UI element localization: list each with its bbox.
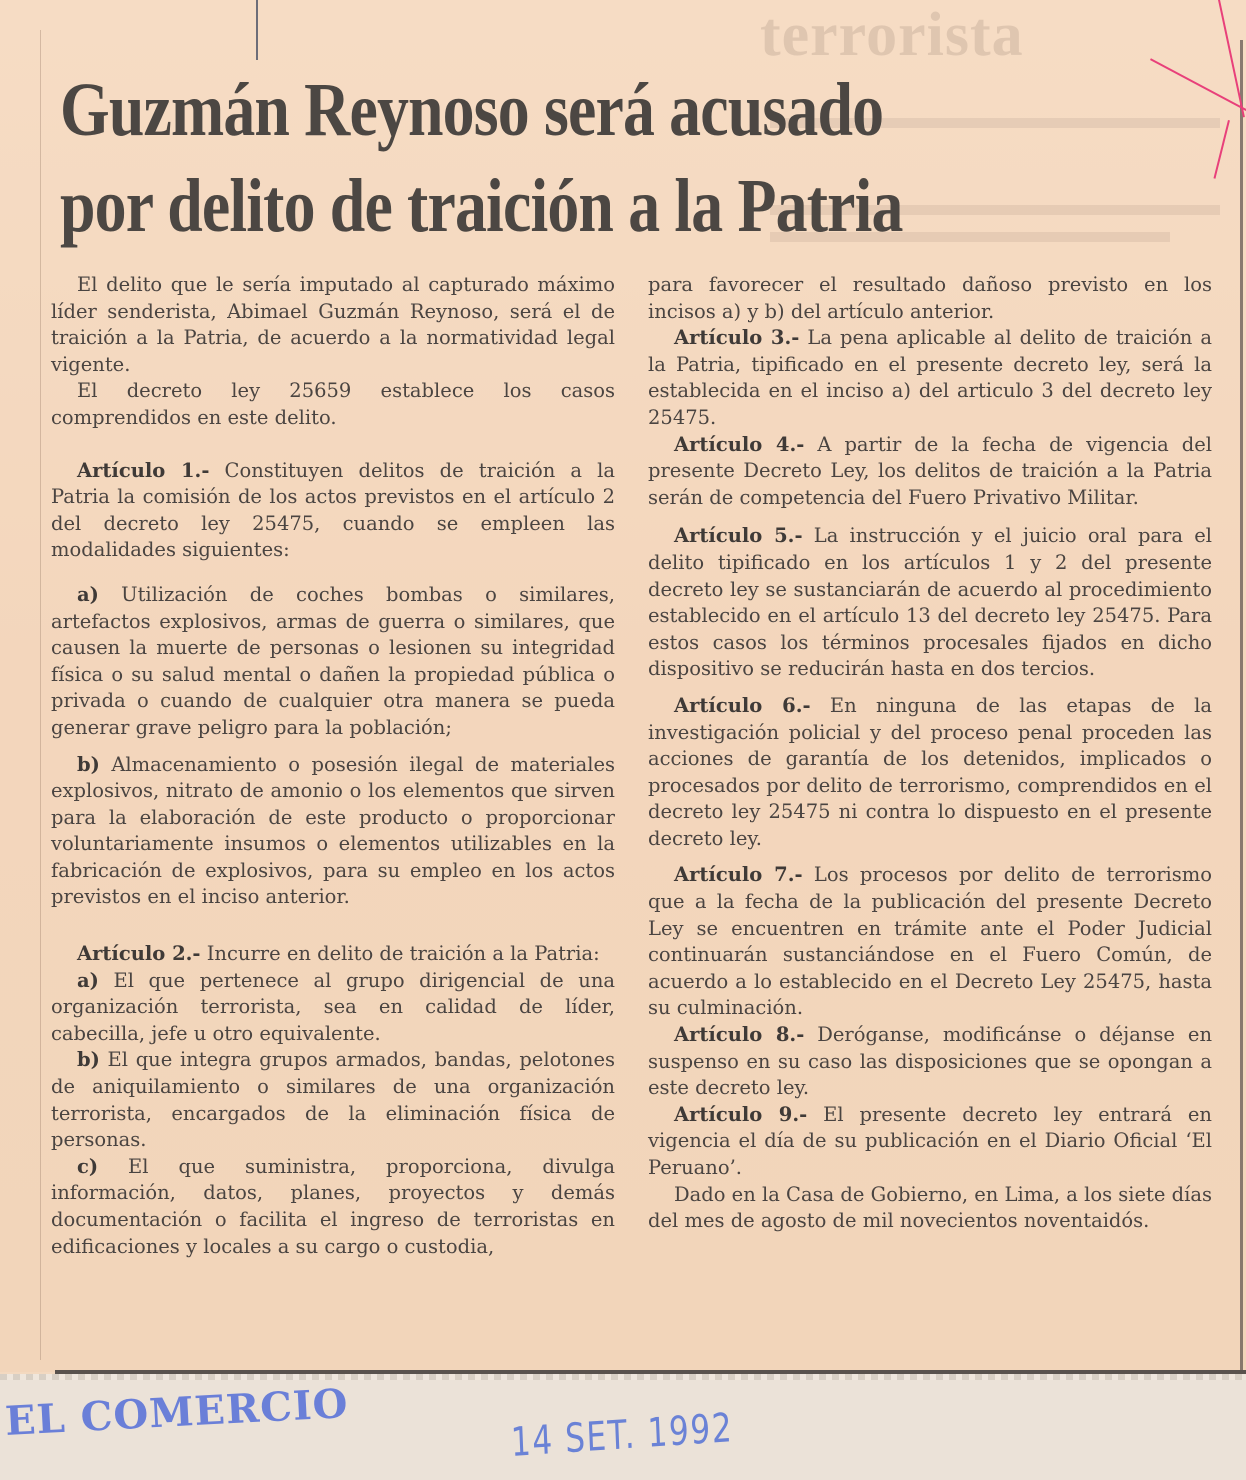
headline-line-2: por delito de traición a la Patria [60, 164, 903, 248]
article-2-item-a: a) El que pertenece al grupo dirigencial de una organización terrorista, sea en calidad de líder, cabecilla, jefe u otro equivalente. [51, 968, 615, 1045]
red-pen-mark [1213, 120, 1229, 179]
article-1-item-a: a) Utilización de coches bombas o similares, artefactos explosivos, armas de guerra o similares, que causen la muerte de personas o lesionen su integridad física o su salud mental o dañen la propiedad pública o privada o cuando de cualquier otra manera se pueda generar grave peligro para la población; [51, 582, 615, 739]
newspaper-stamp: EL COMERCIO [4, 1380, 350, 1445]
article-2-item-b: b) El que integra grupos armados, bandas, pelotones de aniquilamiento o similares de una organización terrorista, encargados de la eliminación física de personas. [51, 1048, 615, 1152]
article-8: Artículo 8.- Deróganse, modificánse o déjanse en suspenso en su caso las disposiciones que se opongan a este decreto ley. [648, 1023, 1213, 1100]
torn-edge [0, 1374, 1246, 1380]
article-1: Artículo 1.- Constituyen delitos de traición a la Patria la comisión de los actos previstos en el artículo 2 del decreto ley 25475, cuando se empleen las modalidades siguientes: [51, 458, 615, 562]
headline [60, 62, 1001, 254]
article-4: Artículo 4.- A partir de la fecha de vigencia del presente Decreto Ley, los delitos de traición a la Patria serán de competencia del Fuero Privativo Militar. [648, 432, 1212, 509]
article-7: Artículo 7.- Los procesos por delito de terrorismo que a la fecha de la publicación del presente Decreto Ley se encuentren en trámite ante el Poder Judicial continuarán sustanciándose en el Fuero Común, de acuerdo a lo establecido en el Decreto Ley 25475, hasta su culminación. [648, 863, 1213, 1020]
article-6: Artículo 6.- En ninguna de las etapas de la investigación policial y del proceso penal proceden las acciones de garantía de los detenidos, implicados o procesados por delito de terrorismo, comprendidos en el decreto ley 25475 ni contra lo dispuesto en el presente decreto ley. [648, 693, 1212, 850]
article-2-label: Artículo 2.- [77, 942, 201, 966]
bleed-through-title: terrorista [760, 1, 1024, 69]
article-2: Artículo 2.- Incurre en delito de traición a la Patria: [77, 942, 600, 966]
article-column-left [51, 272, 615, 1260]
headline-line-1: Guzmán Reynoso será acusado [60, 68, 884, 152]
intro-paragraph-2: El decreto ley 25659 establece los casos comprendidos en este delito. [51, 379, 615, 429]
date-stamp: 14 SET. 1992 [510, 1405, 735, 1466]
article-1-label: Artículo 1.- [77, 458, 210, 482]
article-9: Artículo 9.- El presente decreto ley entrará en vigencia el día de su publicación en el Diario Oficial ‘El Peruano’. [648, 1102, 1212, 1179]
right-edge-rule [1240, 40, 1243, 1370]
article-5: Artículo 5.- La instrucción y el juicio oral para el delito tipificado en los artículos 1 y 2 del presente decreto ley se sustanciarán de acuerdo al procedimiento establecido en el artículo 13 del decreto ley 25475. Para estos casos los términos procesales fijados en dicho dispositivo se reducirán hasta en dos tercios. [648, 524, 1212, 681]
left-column-rule [40, 30, 41, 1360]
article-2-continuation: para favorecer el resultado dañoso previsto en los incisos a) y b) del artículo anterior. [648, 273, 1212, 323]
article-3: Artículo 3.- La pena aplicable al delito de traición a la Patria, tipificado en el presente decreto ley, será la establecida en el inciso a) del articulo 3 del decreto ley 25475. [648, 326, 1212, 429]
article-1-item-b: b) Almacenamiento o posesión ilegal de materiales explosivos, nitrato de amonio o los elementos que sirven para la elaboración de este producto o proporcionar voluntariamente insumos o elementos utilizables en la fabricación de explosivos, para su empleo en los actos previstos en el inciso anterior. [51, 752, 615, 909]
closing-paragraph: Dado en la Casa de Gobierno, en Lima, a los siete días del mes de agosto de mil novecientos noventaidós. [648, 1182, 1212, 1233]
pin-mark [256, 0, 258, 60]
article-column-right [648, 272, 1212, 1235]
article-2-item-c: c) El que suministra, proporciona, divulga información, datos, planes, proyectos y demás documentación o facilita el ingreso de terroristas en edificaciones y locales a su cargo o custodia, [51, 1154, 615, 1258]
intro-paragraph-1: El delito que le sería imputado al capturado máximo líder senderista, Abimael Guzmán Reynoso, será el de traición a la Patria, de acuerdo a la normatividad legal vigente. [51, 273, 615, 376]
